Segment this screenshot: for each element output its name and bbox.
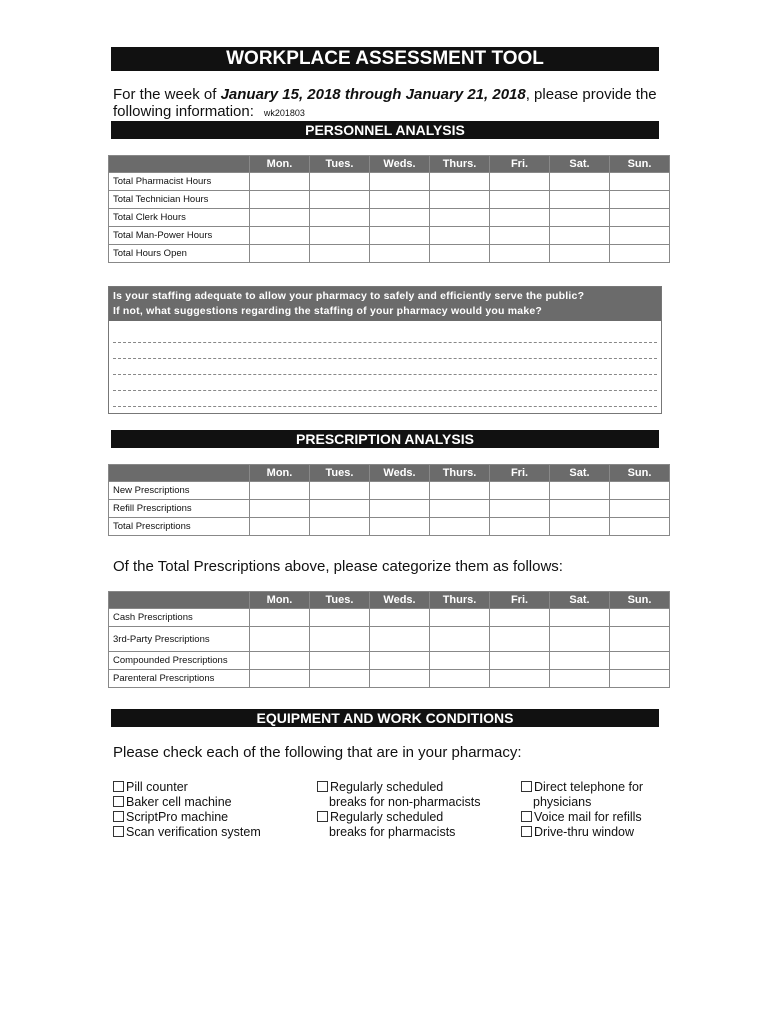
section-prescription: PRESCRIPTION ANALYSIS	[111, 430, 659, 448]
entry-cell[interactable]	[310, 670, 370, 688]
entry-cell[interactable]	[370, 227, 430, 245]
checkbox-icon[interactable]	[521, 781, 532, 792]
entry-cell[interactable]	[430, 609, 490, 627]
entry-cell[interactable]	[430, 173, 490, 191]
entry-cell[interactable]	[430, 500, 490, 518]
checkbox-icon[interactable]	[113, 811, 124, 822]
day-header: Weds.	[370, 156, 430, 173]
entry-cell[interactable]	[370, 191, 430, 209]
row-label: Parenteral Prescriptions	[109, 670, 250, 688]
entry-cell[interactable]	[310, 652, 370, 670]
table-header-blank	[109, 156, 250, 173]
row-label: New Prescriptions	[109, 482, 250, 500]
day-header: Sun.	[610, 592, 670, 609]
table-row	[109, 173, 670, 191]
checkbox-icon[interactable]	[521, 811, 532, 822]
entry-cell[interactable]	[550, 670, 610, 688]
checklist-item[interactable]	[521, 825, 643, 840]
entry-cell[interactable]	[370, 518, 430, 536]
entry-cell[interactable]	[490, 173, 550, 191]
checklist-item[interactable]	[113, 780, 261, 795]
row-label: Compounded Prescriptions	[109, 652, 250, 670]
entry-cell[interactable]	[310, 227, 370, 245]
week-code: wk201803	[263, 108, 305, 118]
table-row	[109, 227, 670, 245]
entry-cell[interactable]	[610, 518, 670, 536]
checklist-col-2	[317, 780, 480, 840]
entry-cell[interactable]	[550, 245, 610, 263]
entry-cell[interactable]	[250, 670, 310, 688]
intro-prefix: For the week of	[113, 86, 221, 103]
entry-cell[interactable]	[430, 518, 490, 536]
table-header-blank	[109, 592, 250, 609]
entry-cell[interactable]	[610, 227, 670, 245]
checklist-item[interactable]	[113, 825, 261, 840]
table-row	[109, 609, 670, 627]
checkbox-icon[interactable]	[317, 811, 328, 822]
table-row	[109, 518, 670, 536]
entry-cell[interactable]	[550, 173, 610, 191]
entry-cell[interactable]	[370, 670, 430, 688]
entry-cell[interactable]	[430, 670, 490, 688]
entry-cell[interactable]	[490, 500, 550, 518]
day-header: Tues.	[310, 592, 370, 609]
row-label: Total Pharmacist Hours	[109, 173, 250, 191]
entry-cell[interactable]	[610, 500, 670, 518]
checklist-label: Scan verification system	[126, 825, 261, 839]
entry-cell[interactable]	[610, 245, 670, 263]
checklist-label: Regularly scheduled	[330, 780, 444, 794]
entry-cell[interactable]	[250, 173, 310, 191]
day-header: Thurs.	[430, 592, 490, 609]
entry-cell[interactable]	[610, 209, 670, 227]
category-table	[108, 591, 670, 688]
row-label: Total Hours Open	[109, 245, 250, 263]
table-row	[109, 482, 670, 500]
entry-cell[interactable]	[610, 173, 670, 191]
row-label: Total Man-Power Hours	[109, 227, 250, 245]
entry-cell[interactable]	[250, 627, 310, 652]
entry-cell[interactable]	[430, 209, 490, 227]
table-row	[109, 627, 670, 652]
checkbox-icon[interactable]	[113, 826, 124, 837]
staffing-question-line2: If not, what suggestions regarding the staffing of your pharmacy would you make?	[113, 305, 543, 317]
staffing-box	[108, 286, 662, 414]
entry-cell[interactable]	[550, 518, 610, 536]
entry-cell[interactable]	[310, 191, 370, 209]
entry-cell[interactable]	[430, 191, 490, 209]
day-header: Mon.	[250, 156, 310, 173]
checklist-label-cont: breaks for non-pharmacists	[329, 795, 481, 809]
staffing-question-line1: Is your staffing adequate to allow your pharmacy to safely and efficiently serve the public?	[113, 290, 585, 302]
table-row	[109, 670, 670, 688]
entry-cell[interactable]	[370, 482, 430, 500]
checklist-col-1	[113, 780, 261, 840]
answer-line[interactable]	[113, 359, 657, 375]
day-header: Sat.	[550, 592, 610, 609]
intro-text	[113, 86, 659, 122]
checklist-label-cont: physicians	[533, 795, 592, 809]
checklist-item[interactable]	[113, 810, 261, 825]
checkbox-icon[interactable]	[521, 826, 532, 837]
checklist-item[interactable]	[521, 780, 643, 795]
entry-cell[interactable]	[610, 482, 670, 500]
row-label: Total Technician Hours	[109, 191, 250, 209]
entry-cell[interactable]	[550, 191, 610, 209]
entry-cell[interactable]	[370, 173, 430, 191]
day-header: Tues.	[310, 465, 370, 482]
entry-cell[interactable]	[250, 500, 310, 518]
entry-cell[interactable]	[490, 609, 550, 627]
entry-cell[interactable]	[310, 518, 370, 536]
day-header: Tues.	[310, 156, 370, 173]
checklist-item[interactable]	[113, 795, 261, 810]
staffing-question	[109, 287, 661, 321]
day-header: Weds.	[370, 465, 430, 482]
row-label: Total Clerk Hours	[109, 209, 250, 227]
entry-cell[interactable]	[490, 652, 550, 670]
entry-cell[interactable]	[310, 482, 370, 500]
categorize-text: Of the Total Prescriptions above, please categorize them as follows:	[113, 558, 563, 575]
checkbox-icon[interactable]	[113, 781, 124, 792]
checklist-label: Baker cell machine	[126, 795, 232, 809]
entry-cell[interactable]	[310, 173, 370, 191]
checklist-item[interactable]	[317, 780, 480, 795]
section-equipment: EQUIPMENT AND WORK CONDITIONS	[111, 709, 659, 727]
entry-cell[interactable]	[430, 227, 490, 245]
entry-cell[interactable]	[550, 209, 610, 227]
entry-cell[interactable]	[550, 609, 610, 627]
entry-cell[interactable]	[430, 652, 490, 670]
row-label: Cash Prescriptions	[109, 609, 250, 627]
checklist-label: Pill counter	[126, 780, 188, 794]
table-row	[109, 191, 670, 209]
checklist-label: Voice mail for refills	[534, 810, 642, 824]
entry-cell[interactable]	[610, 609, 670, 627]
checklist-label: Drive-thru window	[534, 825, 635, 839]
entry-cell[interactable]	[310, 609, 370, 627]
checkbox-icon[interactable]	[113, 796, 124, 807]
entry-cell[interactable]	[430, 482, 490, 500]
entry-cell[interactable]	[610, 652, 670, 670]
entry-cell[interactable]	[310, 209, 370, 227]
section-personnel: PERSONNEL ANALYSIS	[111, 121, 659, 139]
day-header: Mon.	[250, 465, 310, 482]
entry-cell[interactable]	[550, 227, 610, 245]
checkbox-icon[interactable]	[317, 781, 328, 792]
row-label: 3rd-Party Prescriptions	[109, 627, 250, 652]
entry-cell[interactable]	[610, 627, 670, 652]
checklist-label: Direct telephone for	[534, 780, 644, 794]
table-row	[109, 245, 670, 263]
intro-suffix: , please provide the following information:	[113, 86, 657, 120]
checklist-label: ScriptPro machine	[126, 810, 229, 824]
day-header: Sun.	[610, 156, 670, 173]
entry-cell[interactable]	[430, 245, 490, 263]
row-label: Refill Prescriptions	[109, 500, 250, 518]
entry-cell[interactable]	[370, 652, 430, 670]
entry-cell[interactable]	[370, 609, 430, 627]
entry-cell[interactable]	[250, 518, 310, 536]
check-prompt: Please check each of the following that are in your pharmacy:	[113, 744, 522, 761]
entry-cell[interactable]	[550, 627, 610, 652]
entry-cell[interactable]	[250, 652, 310, 670]
form-title: WORKPLACE ASSESSMENT TOOL	[111, 47, 659, 71]
entry-cell[interactable]	[490, 227, 550, 245]
entry-cell[interactable]	[250, 245, 310, 263]
day-header: Weds.	[370, 592, 430, 609]
day-header: Fri.	[490, 156, 550, 173]
day-header: Sat.	[550, 465, 610, 482]
entry-cell[interactable]	[310, 627, 370, 652]
answer-line[interactable]	[113, 391, 657, 407]
entry-cell[interactable]	[250, 227, 310, 245]
entry-cell[interactable]	[370, 627, 430, 652]
personnel-table	[108, 155, 670, 263]
answer-line[interactable]	[113, 343, 657, 359]
day-header: Thurs.	[430, 465, 490, 482]
staffing-answer-lines[interactable]	[109, 321, 661, 407]
entry-cell[interactable]	[370, 245, 430, 263]
table-row	[109, 209, 670, 227]
entry-cell[interactable]	[610, 191, 670, 209]
checklist-col-3	[521, 780, 643, 840]
entry-cell[interactable]	[550, 482, 610, 500]
entry-cell[interactable]	[490, 191, 550, 209]
table-row	[109, 500, 670, 518]
day-header: Fri.	[490, 592, 550, 609]
prescription-table	[108, 464, 670, 536]
entry-cell[interactable]	[310, 245, 370, 263]
checklist-label: Regularly scheduled	[330, 810, 444, 824]
answer-line[interactable]	[113, 327, 657, 343]
checklist-item[interactable]	[521, 810, 643, 825]
entry-cell[interactable]	[610, 670, 670, 688]
entry-cell[interactable]	[250, 482, 310, 500]
checklist-label-cont: breaks for pharmacists	[329, 825, 456, 839]
checklist-item[interactable]	[317, 810, 480, 825]
entry-cell[interactable]	[550, 500, 610, 518]
entry-cell[interactable]	[430, 627, 490, 652]
entry-cell[interactable]	[370, 209, 430, 227]
date-range: January 15, 2018 through January 21, 2018	[220, 86, 526, 103]
entry-cell[interactable]	[490, 209, 550, 227]
table-row	[109, 652, 670, 670]
day-header: Fri.	[490, 465, 550, 482]
entry-cell[interactable]	[550, 652, 610, 670]
table-header-blank	[109, 465, 250, 482]
entry-cell[interactable]	[250, 191, 310, 209]
entry-cell[interactable]	[490, 627, 550, 652]
entry-cell[interactable]	[250, 609, 310, 627]
entry-cell[interactable]	[490, 518, 550, 536]
day-header: Mon.	[250, 592, 310, 609]
entry-cell[interactable]	[310, 500, 370, 518]
entry-cell[interactable]	[250, 209, 310, 227]
answer-line[interactable]	[113, 375, 657, 391]
entry-cell[interactable]	[490, 482, 550, 500]
day-header: Sat.	[550, 156, 610, 173]
entry-cell[interactable]	[490, 245, 550, 263]
row-label: Total Prescriptions	[109, 518, 250, 536]
entry-cell[interactable]	[490, 670, 550, 688]
day-header: Sun.	[610, 465, 670, 482]
entry-cell[interactable]	[370, 500, 430, 518]
day-header: Thurs.	[430, 156, 490, 173]
